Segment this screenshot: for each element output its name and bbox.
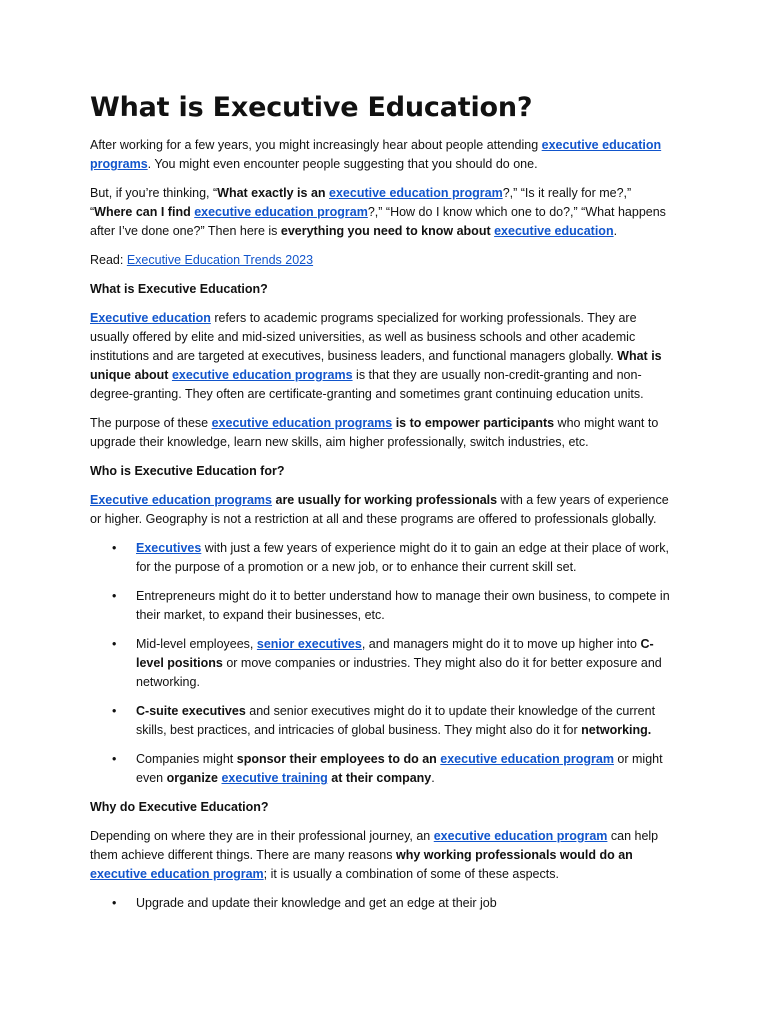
reasons-list: [90, 894, 672, 913]
bold-text: is to empower participants: [392, 416, 555, 430]
bold-text: why working professionals would do an: [395, 848, 633, 862]
executive-education-program-link[interactable]: executive education program: [329, 186, 503, 200]
text: After working for a few years, you might increasingly hear about people attending: [90, 138, 542, 152]
text: refers to academic programs specialized for working professionals. They are usually offered by elite and mid-sized universities, as well as business schools and other academic institutions and are targeted at executives, business leaders, and functional managers globally.: [90, 311, 637, 363]
bold-text: C-level positions: [136, 637, 654, 670]
list-item: [90, 539, 672, 577]
text: .: [613, 224, 618, 238]
read-paragraph: [90, 251, 672, 270]
bold-text: Where can I find: [94, 205, 195, 219]
executive-education-link[interactable]: Executive education: [90, 311, 211, 325]
text: or might even: [136, 752, 663, 785]
text: . You might even encounter people suggesting that you should do one.: [147, 157, 538, 171]
executive-education-programs-link[interactable]: executive education programs: [90, 138, 662, 171]
text: with just a few years of experience might do it to gain an edge at their place of work, for the purpose of a promotion or a new job, or to enhance their current skill set.: [136, 541, 669, 574]
list-item: [90, 750, 672, 788]
bold-text: sponsor their employees to do an: [236, 752, 441, 766]
executive-education-programs-link[interactable]: Executive education programs: [90, 493, 273, 507]
text: Entrepreneurs might do it to better understand how to manage their own business, to compete in their market, to expand their businesses, etc.: [136, 589, 670, 622]
questions-paragraph: [90, 184, 672, 241]
list-item: [90, 635, 672, 692]
text: or move companies or industries. They might also do it for better exposure and networking.: [136, 656, 662, 689]
text: The purpose of these: [90, 416, 212, 430]
bullet-icon: •: [112, 589, 117, 603]
purpose-paragraph: [90, 414, 672, 452]
section-heading-why: Why do Executive Education?: [90, 800, 269, 814]
text: and senior executives might do it to update their knowledge of the current skills, best practices, and intricacies of global business. They might also do it for: [136, 704, 656, 737]
executive-education-program-link[interactable]: executive education program: [194, 205, 368, 219]
read-label: Read:: [90, 253, 127, 267]
executive-education-program-link[interactable]: executive education program: [440, 752, 614, 766]
executive-education-program-link[interactable]: executive education program: [90, 867, 264, 881]
text: ?,” “How do I know which one to do?,” “What happens after I’ve done one?” Then here is: [90, 205, 666, 238]
list-item: [90, 702, 672, 740]
text: is that they are usually non-credit-granting and non-degree-granting. They often are certificate-granting and sometimes grant continuing education units.: [90, 368, 644, 401]
bullet-icon: •: [112, 896, 117, 910]
executive-education-link[interactable]: executive education: [494, 224, 614, 238]
text: with a few years of experience or higher. Geography is not a restriction at all and these programs are offered to professionals globally.: [90, 493, 669, 526]
bold-text: What is unique about: [90, 349, 662, 382]
bullet-icon: •: [112, 704, 117, 718]
executive-education-programs-link[interactable]: executive education programs: [211, 416, 393, 430]
text: But, if you’re thinking, “: [90, 186, 218, 200]
section-heading-what: What is Executive Education?: [90, 282, 268, 296]
executive-education-programs-link[interactable]: executive education programs: [171, 368, 353, 382]
bold-text: What exactly is an: [217, 186, 330, 200]
section-heading-who: Who is Executive Education for?: [90, 464, 285, 478]
text: Depending on where they are in their professional journey, an: [90, 829, 434, 843]
executive-training-link[interactable]: executive training: [221, 771, 328, 785]
bold-text: organize: [166, 771, 222, 785]
list-item: [90, 587, 672, 625]
text: ?,” “Is it really for me?,” “: [90, 186, 632, 219]
bold-text: are usually for working professionals: [272, 493, 498, 507]
intro-paragraph: [90, 136, 672, 174]
text: , and managers might do it to move up higher into: [361, 637, 641, 651]
bold-text: everything you need to know about: [280, 224, 495, 238]
audience-list: [90, 539, 672, 788]
bullet-icon: •: [112, 752, 117, 766]
text: ; it is usually a combination of some of these aspects.: [263, 867, 559, 881]
text: who might want to upgrade their knowledge, learn new skills, aim higher professionally, switch industries, etc.: [90, 416, 659, 449]
text: .: [431, 771, 435, 785]
senior-executives-link[interactable]: senior executives: [256, 637, 362, 651]
bold-text: networking.: [581, 723, 652, 737]
trends-2023-link[interactable]: Executive Education Trends 2023: [126, 253, 314, 267]
bullet-icon: •: [112, 637, 117, 651]
executive-education-program-link[interactable]: executive education program: [433, 829, 608, 843]
reasons-paragraph: [90, 827, 672, 884]
page-title: What is Executive Education?: [90, 92, 533, 123]
definition-paragraph: [90, 309, 672, 404]
executives-link[interactable]: Executives: [136, 541, 202, 555]
text: Upgrade and update their knowledge and get an edge at their job: [136, 896, 497, 910]
text: Companies might: [136, 752, 237, 766]
bullet-icon: •: [112, 541, 117, 555]
bold-text: C-suite executives: [136, 704, 246, 718]
audience-paragraph: [90, 491, 672, 529]
text: can help them achieve different things. There are many reasons: [90, 829, 659, 862]
bold-text: at their company: [327, 771, 432, 785]
list-item: [90, 894, 672, 913]
text: Mid-level employees,: [136, 637, 257, 651]
